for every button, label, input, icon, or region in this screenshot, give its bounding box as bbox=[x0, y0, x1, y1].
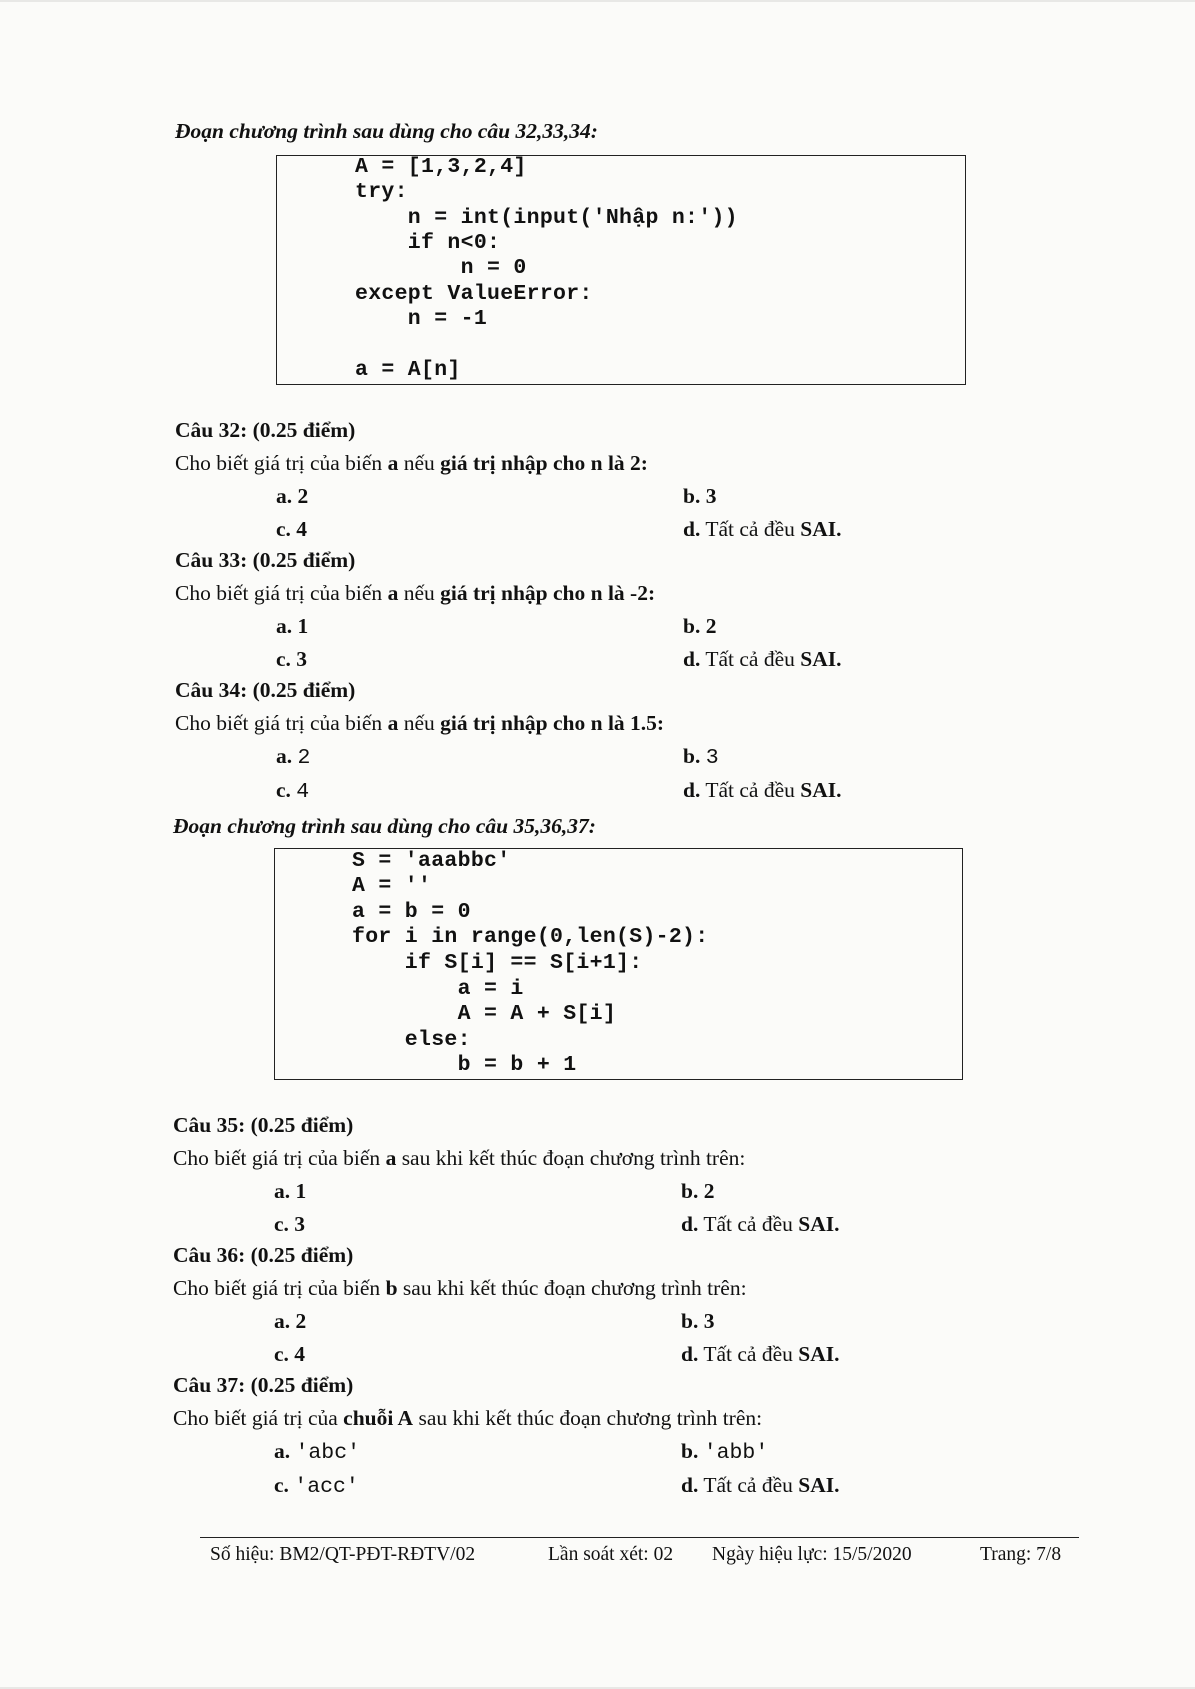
question-heading: Câu 35: (0.25 điểm) bbox=[173, 1113, 354, 1137]
question-stem: Cho biết giá trị của biến b sau khi kết thúc đoạn chương trình trên: bbox=[173, 1276, 747, 1300]
section-intro-1: Đoạn chương trình sau dùng cho câu 32,33,34: bbox=[175, 119, 598, 143]
section-intro-2: Đoạn chương trình sau dùng cho câu 35,36,37: bbox=[173, 814, 596, 838]
question-heading: Câu 37: (0.25 điểm) bbox=[173, 1373, 354, 1397]
code-line: if S[i] == S[i+1]: bbox=[352, 951, 643, 975]
option-c: c. 4 bbox=[274, 1342, 306, 1366]
footer-revision: Lần soát xét: 02 bbox=[548, 1544, 674, 1565]
question-heading: Câu 34: (0.25 điểm) bbox=[175, 678, 356, 702]
question-stem: Cho biết giá trị của biến a nếu giá trị nhập cho n là -2: bbox=[175, 581, 656, 605]
footer-divider bbox=[200, 1537, 1079, 1538]
option-b: b. 3 bbox=[681, 1309, 715, 1333]
option-b: b. 2 bbox=[683, 614, 717, 638]
question-heading: Câu 32: (0.25 điểm) bbox=[175, 418, 356, 442]
option-c: c. 3 bbox=[276, 647, 308, 671]
option-b: b. 2 bbox=[681, 1179, 715, 1203]
code-line: A = A + S[i] bbox=[352, 1002, 617, 1026]
option-b: b. 'abb' bbox=[681, 1439, 769, 1465]
option-d: d. Tất cả đều SAI. bbox=[681, 1212, 840, 1236]
code-line: a = A[n] bbox=[355, 358, 461, 382]
footer-effective-date: Ngày hiệu lực: 15/5/2020 bbox=[712, 1544, 912, 1565]
option-a: a. 2 bbox=[276, 484, 309, 508]
option-d: d. Tất cả đều SAI. bbox=[683, 778, 842, 802]
option-a: a. 1 bbox=[274, 1179, 307, 1203]
code-line: A = [1,3,2,4] bbox=[355, 155, 527, 179]
option-d: d. Tất cả đều SAI. bbox=[681, 1473, 840, 1497]
option-d: d. Tất cả đều SAI. bbox=[683, 647, 842, 671]
question-heading: Câu 36: (0.25 điểm) bbox=[173, 1243, 354, 1267]
option-a: a. 2 bbox=[274, 1309, 307, 1333]
footer-doc-code: Số hiệu: BM2/QT-PĐT-RĐTV/02 bbox=[210, 1544, 476, 1565]
code-line: except ValueError: bbox=[355, 282, 593, 306]
question-stem: Cho biết giá trị của biến a nếu giá trị nhập cho n là 1.5: bbox=[175, 711, 665, 735]
option-a: a. 'abc' bbox=[274, 1439, 361, 1465]
option-d: d. Tất cả đều SAI. bbox=[683, 517, 842, 541]
option-d: d. Tất cả đều SAI. bbox=[681, 1342, 840, 1366]
code-line: if n<0: bbox=[355, 231, 501, 255]
code-line: n = -1 bbox=[355, 307, 488, 331]
option-c: c. 'acc' bbox=[274, 1473, 359, 1499]
code-line: n = 0 bbox=[355, 256, 527, 280]
code-line: b = b + 1 bbox=[352, 1053, 577, 1077]
option-a: a. 1 bbox=[276, 614, 309, 638]
question-stem: Cho biết giá trị của biến a sau khi kết thúc đoạn chương trình trên: bbox=[173, 1146, 746, 1170]
code-line: try: bbox=[355, 180, 408, 204]
code-line: A = '' bbox=[352, 874, 432, 898]
option-c: c. 3 bbox=[274, 1212, 306, 1236]
code-line: for i in range(0,len(S)-2): bbox=[352, 925, 709, 949]
code-line: a = i bbox=[352, 977, 524, 1001]
code-line: else: bbox=[352, 1028, 471, 1052]
code-line: S = 'aaabbc' bbox=[352, 849, 511, 873]
question-stem: Cho biết giá trị của biến a nếu giá trị nhập cho n là 2: bbox=[175, 451, 648, 475]
option-b: b. 3 bbox=[683, 744, 719, 770]
question-heading: Câu 33: (0.25 điểm) bbox=[175, 548, 356, 572]
option-b: b. 3 bbox=[683, 484, 717, 508]
code-line: n = int(input('Nhập n:')) bbox=[355, 206, 738, 230]
question-stem: Cho biết giá trị của chuỗi A sau khi kết thúc đoạn chương trình trên: bbox=[173, 1406, 763, 1430]
option-a: a. 2 bbox=[276, 744, 311, 770]
code-line: a = b = 0 bbox=[352, 900, 471, 924]
option-c: c. 4 bbox=[276, 517, 308, 541]
option-c: c. 4 bbox=[276, 778, 310, 804]
footer-page-number: Trang: 7/8 bbox=[980, 1544, 1062, 1565]
